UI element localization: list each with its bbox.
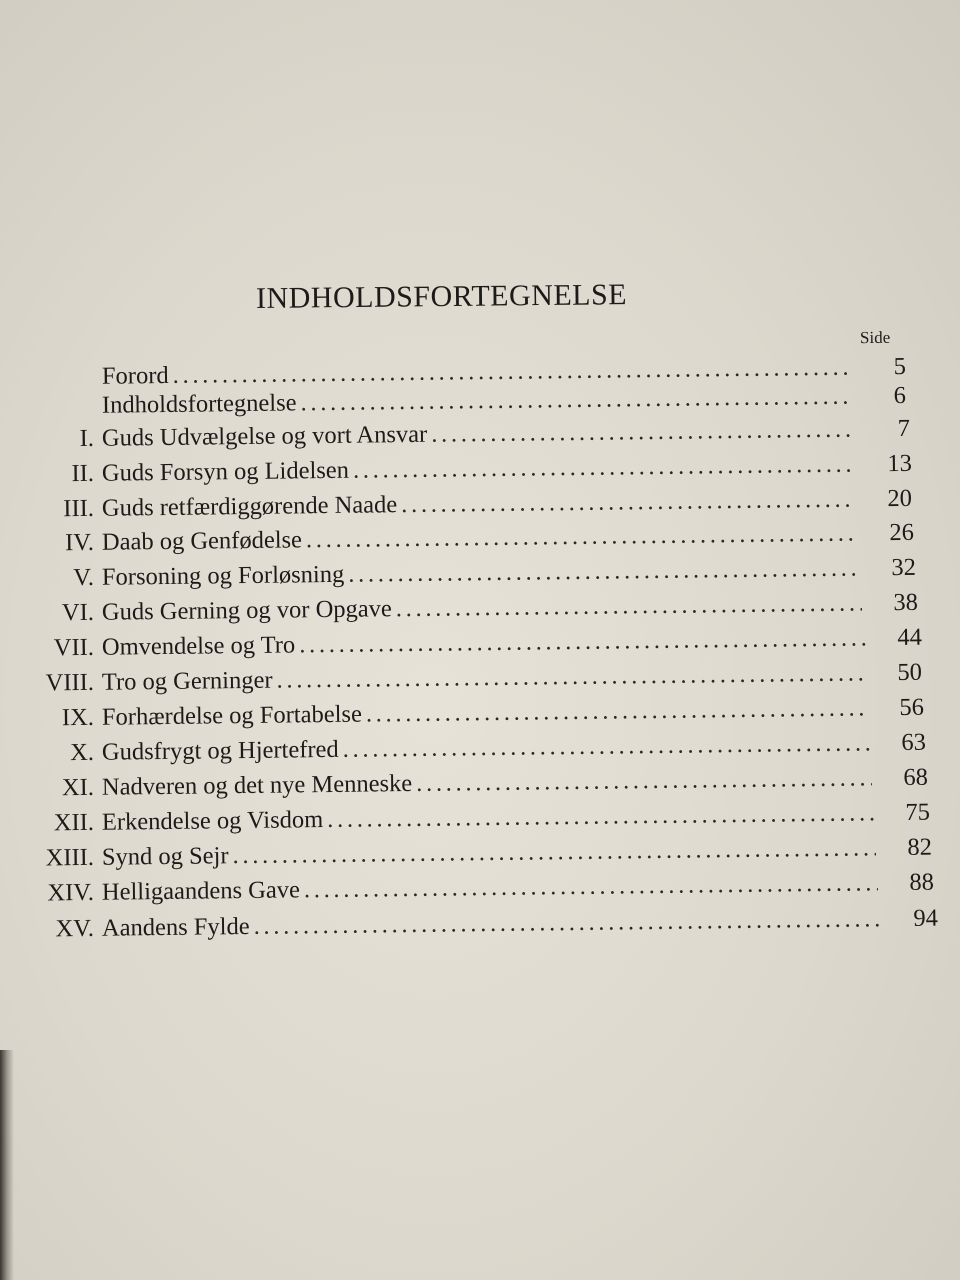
- toc-entry-title: Guds Gerning og vor Opgave: [101, 595, 392, 626]
- toc-entry-number: [2, 384, 102, 385]
- toc-entry-title: Daab og Genfødelse: [101, 526, 303, 556]
- toc-entry-page: 13: [887, 449, 913, 478]
- dot-leader: [299, 624, 866, 659]
- toc-entry-title: Forhærdelse og Fortabelse: [101, 700, 363, 731]
- toc-entry-title: Helligaandens Gave: [101, 876, 301, 906]
- toc-entry-page: 68: [903, 763, 929, 791]
- dot-leader: [431, 416, 854, 449]
- toc-entry-title: Synd og Sejr: [101, 842, 229, 871]
- toc-entry-number: II.: [71, 459, 95, 488]
- toc-entry-number: I.: [79, 424, 95, 453]
- toc-entry-title: Nadveren og det nye Menneske: [101, 769, 413, 801]
- dot-leader: [401, 486, 856, 520]
- dot-leader: [396, 589, 862, 623]
- toc-entry-title: Aandens Fylde: [101, 912, 250, 942]
- toc-entry-page: 82: [907, 833, 933, 861]
- toc-entry-page: 50: [897, 658, 923, 687]
- toc-entry-number: XIV.: [47, 878, 95, 907]
- toc-entry-page: 44: [897, 623, 923, 652]
- toc-entry-number: XIII.: [45, 843, 95, 872]
- dot-leader: [416, 764, 872, 798]
- toc-entry-number: X.: [69, 738, 95, 767]
- toc-entry-page: 20: [887, 484, 913, 513]
- dot-leader: [276, 659, 866, 694]
- dot-leader: [300, 383, 850, 418]
- toc-entry-page: 32: [891, 553, 917, 582]
- toc-entry-number: XII.: [53, 808, 95, 837]
- toc-entry-title: Guds Udvælgelse og vort Ansvar: [101, 420, 428, 452]
- toc-entry-number: VI.: [61, 598, 95, 627]
- toc-entry-title: Forord: [101, 361, 169, 390]
- dot-leader: [343, 729, 871, 763]
- page-title: INDHOLDSFORTEGNELSE: [255, 278, 628, 315]
- toc-entry-page: 38: [893, 588, 919, 617]
- toc-entry-page: 6: [893, 381, 907, 410]
- toc-entry-title: Forsoning og Forløsning: [101, 560, 345, 591]
- toc-entry-title: Guds retfærdiggørende Naade: [101, 491, 398, 522]
- toc-entry-title: Indholdsfortegnelse: [101, 389, 297, 419]
- toc-entry-number: [2, 413, 102, 414]
- dot-leader: [353, 451, 856, 485]
- toc-entry-number: XI.: [61, 773, 95, 802]
- toc-entry-title: Tro og Gerninger: [101, 666, 273, 696]
- toc-entry-title: Guds Forsyn og Lidelsen: [101, 456, 350, 487]
- toc-entry-number: IV.: [64, 528, 95, 557]
- toc-entry-page: 63: [901, 728, 927, 757]
- page-column-header: Side: [859, 327, 891, 348]
- toc-entry-title: Erkendelse og Visdom: [101, 806, 324, 836]
- toc-entry-number: XV.: [55, 914, 95, 943]
- toc-entry-title: Gudsfrygt og Hjertefred: [101, 735, 339, 766]
- dot-leader: [366, 694, 868, 728]
- toc-entry-page: 88: [909, 868, 935, 896]
- dot-leader: [304, 869, 878, 904]
- dot-leader: [348, 555, 860, 589]
- toc-entry-page: 7: [897, 414, 911, 443]
- toc-entry-number: V.: [73, 563, 95, 592]
- toc-entry-page: 75: [905, 798, 931, 826]
- toc-entry-number: VIII.: [45, 668, 95, 697]
- dot-leader: [327, 799, 874, 834]
- toc-entry-page: 94: [913, 904, 939, 932]
- toc-entry-page: 26: [889, 518, 915, 547]
- toc-entry-page: 5: [893, 352, 907, 381]
- toc-entry-number: IX.: [61, 703, 95, 732]
- toc-entry-number: VII.: [53, 633, 95, 662]
- dot-leader: [253, 905, 882, 941]
- dot-leader: [306, 520, 858, 555]
- toc-entry-number: III.: [63, 494, 95, 523]
- toc-entry-title: Omvendelse og Tro: [101, 631, 296, 661]
- toc-entry-page: 56: [899, 693, 925, 722]
